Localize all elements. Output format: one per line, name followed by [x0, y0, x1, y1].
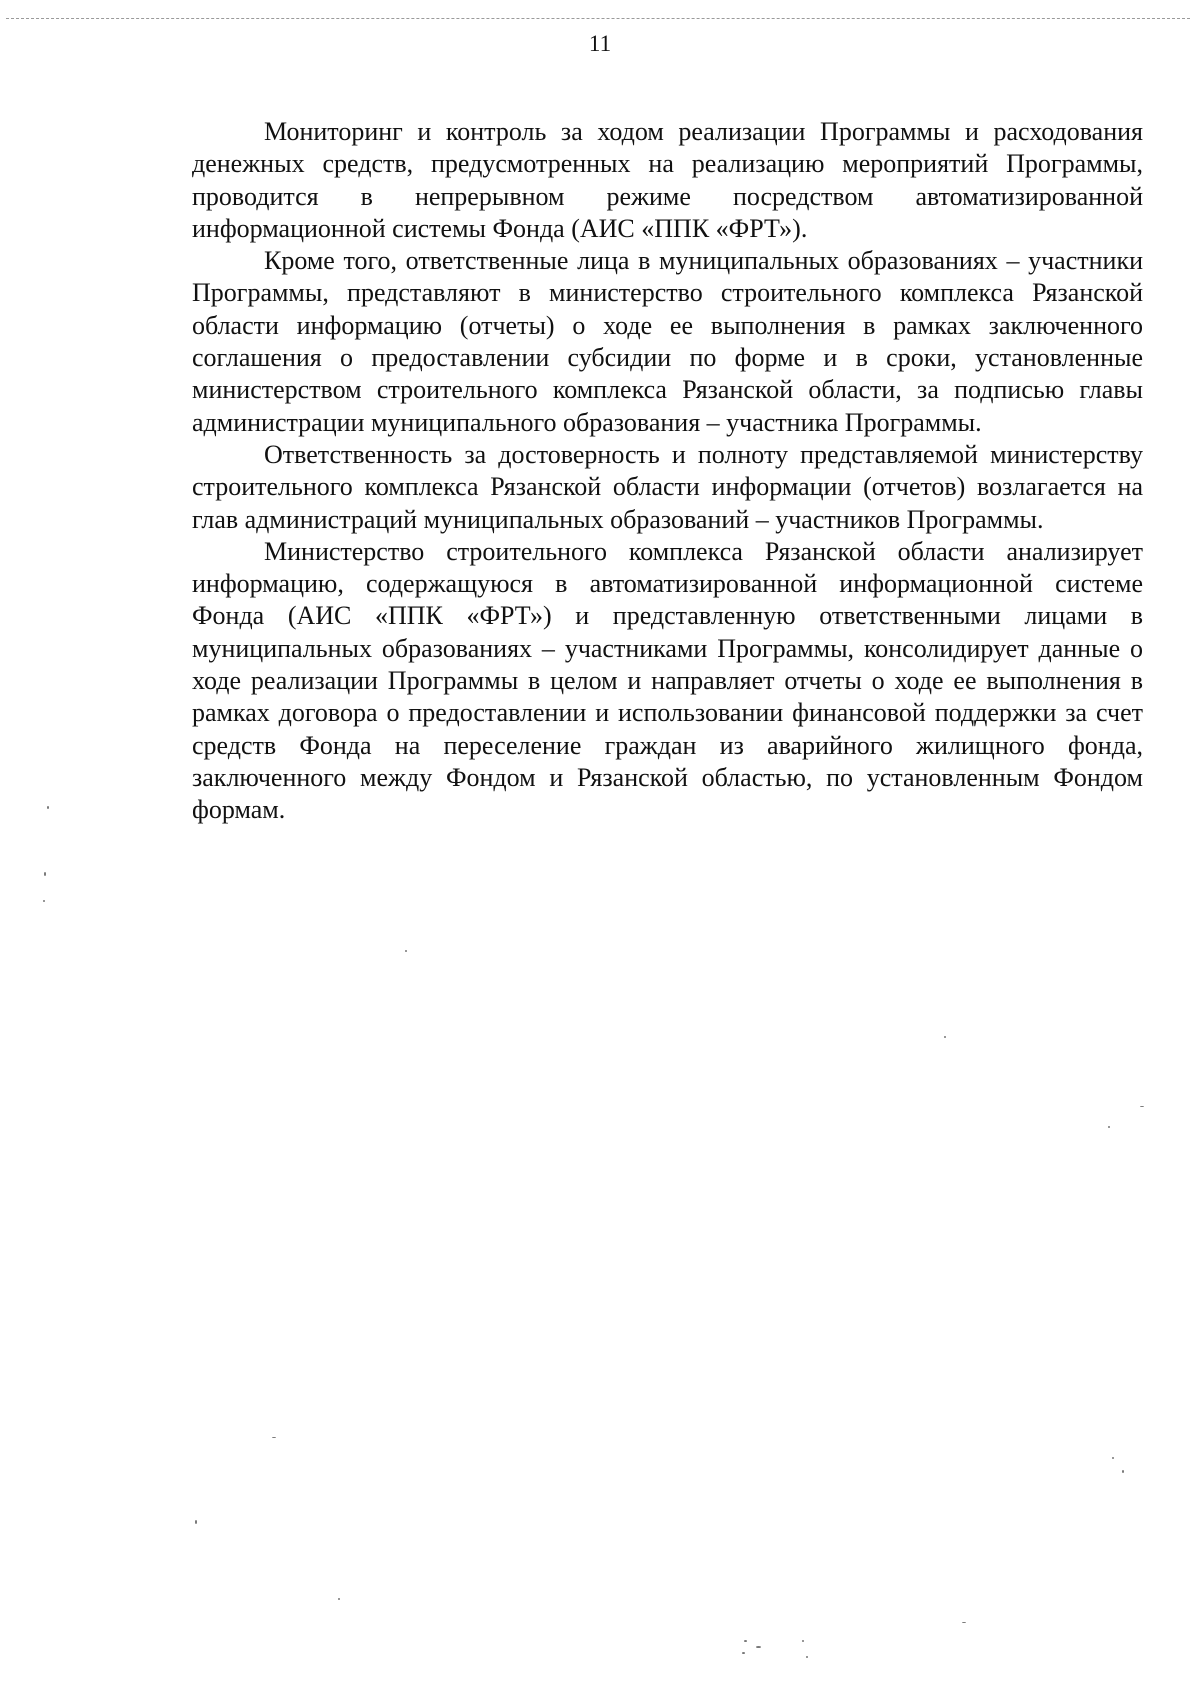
scan-speck [806, 1656, 808, 1658]
page-number: 11 [588, 31, 612, 56]
scan-speck [1112, 1457, 1114, 1459]
scan-speck [944, 1036, 946, 1038]
scan-speck [272, 1437, 276, 1438]
scan-speck [338, 1598, 340, 1600]
scan-speck [744, 1640, 747, 1642]
paragraph-monitoring: Мониторинг и контроль за ходом реализации Программы и расходования денежных средств, предусмотренных на реализацию мероприятий Программы, проводится в непрерывном режиме посредством автоматизированной информационной системы Фонда (АИС «ППК «ФРТ»). [192, 117, 1143, 243]
scan-speck [1122, 1470, 1124, 1473]
document-body [192, 116, 1143, 827]
paragraph-ministry-analysis: Министерство строительного комплекса Рязанской области анализирует информацию, содержащуюся в автоматизированной информационной системе Фонда (АИС «ППК «ФРТ») и представленную ответственными лицами в муниципальных образованиях – участниками Программы, консолидирует данные о ходе реализации Программы в целом и направляет отчеты о ходе ее выполнения в рамках договора о предоставлении и использовании финансовой поддержки за счет средств Фонда на переселение граждан из аварийного жилищного фонда, заключенного между Фондом и Рязанской областью, по установленным Фондом формам. [192, 536, 1143, 825]
scan-speck [47, 806, 49, 809]
scan-speck [742, 1652, 745, 1654]
scan-speck [756, 1646, 761, 1648]
scan-speck [195, 1520, 197, 1524]
scan-speck [802, 1640, 804, 1642]
paragraph-reporting: Кроме того, ответственные лица в муниципальных образованиях – участники Программы, представляют в министерство строительного комплекса Рязанской области информацию (отчеты) о ходе ее выполнения в рамках заключенного соглашения о предоставлении субсидии по форме и в сроки, установленные министерством строительного комплекса Рязанской области, за подписью главы администрации муниципального образования – участника Программы. [192, 246, 1143, 437]
scan-speck [405, 950, 407, 952]
scan-speck [43, 900, 45, 902]
scan-speck [962, 1622, 966, 1623]
scan-speck [1140, 1106, 1144, 1107]
scan-speck [44, 872, 46, 876]
scan-speck [1108, 1126, 1110, 1128]
paragraph-responsibility: Ответственность за достоверность и полноту представляемой министерству строительного комплекса Рязанской области информации (отчетов) возлагается на глав администраций муниципальных образований – участников Программы. [192, 439, 1143, 534]
scan-top-edge [6, 18, 1190, 19]
